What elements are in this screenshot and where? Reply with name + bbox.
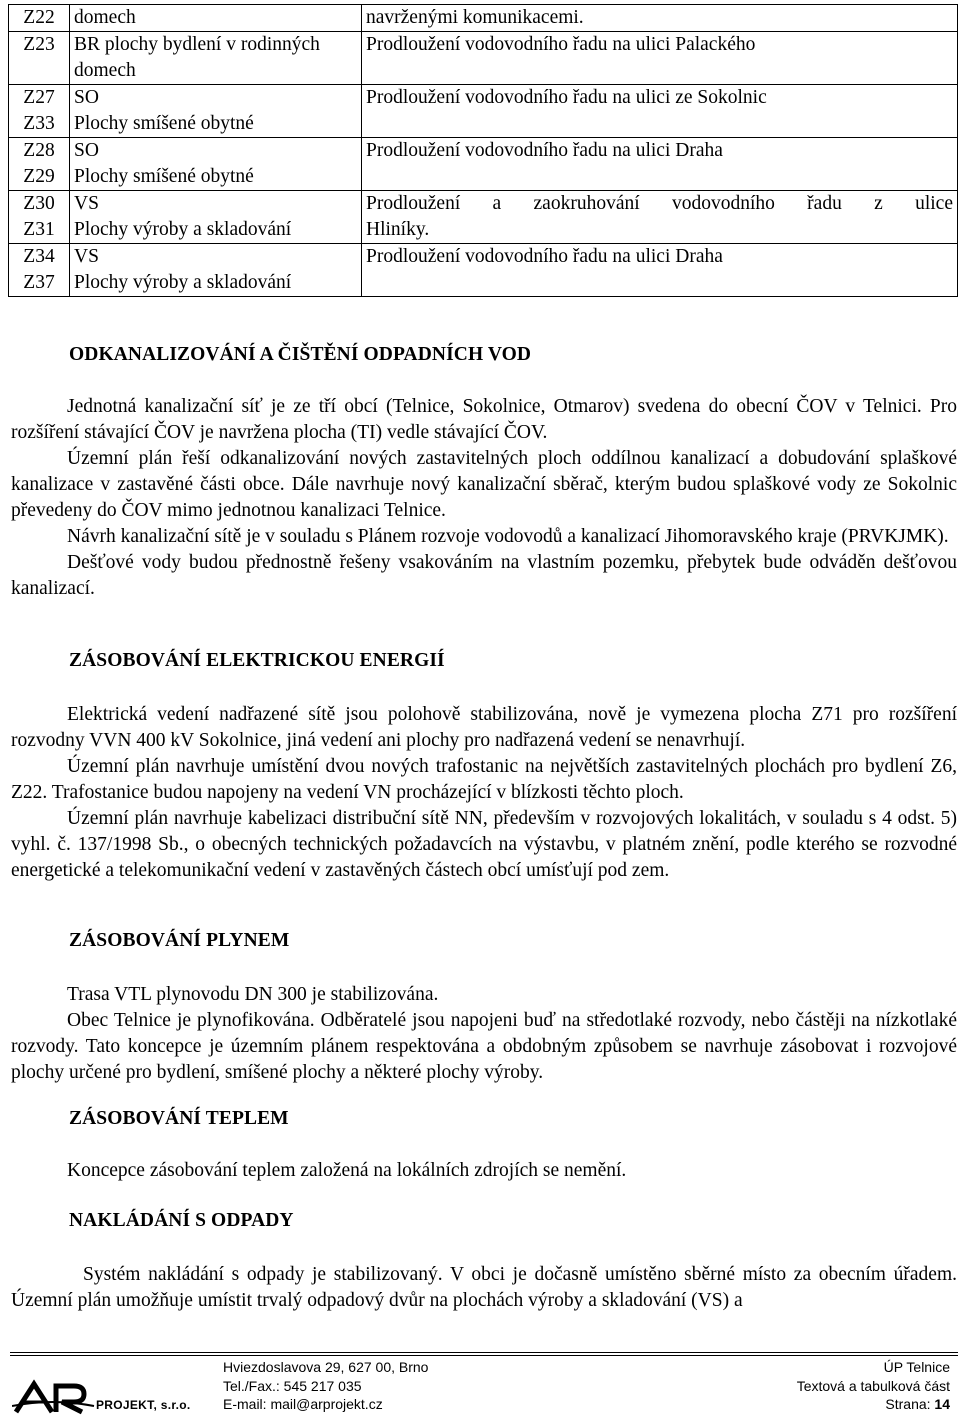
section-plyn xyxy=(11,982,957,1086)
table-row xyxy=(9,5,958,32)
area-code: Z29 xyxy=(23,166,55,187)
area-type: Plochy výroby a skladování xyxy=(74,272,292,293)
paragraph: Návrh kanalizační sítě je v souladu s Plánem rozvoje vodovodů a kanalizací Jihomoravského kraje (PRVKJMK). xyxy=(67,526,949,547)
area-code: Z31 xyxy=(23,219,55,240)
footer-rule xyxy=(10,1352,958,1353)
area-type: BR plochy bydlení v rodinných xyxy=(74,34,320,55)
infrastructure-table xyxy=(8,4,958,297)
paragraph: Elektrická vedení nadřazené sítě jsou polohově stabilizována, nově je vymezena plocha Z71 pro rozšíření rozvodny VVN 400 kV Sokolnice, jiná vedení ani plochy pro nadřazená vedení se nenavrhují. xyxy=(11,704,957,751)
paragraph: Územní plán navrhuje kabelizaci distribuční sítě NN, především v rozvojových lokalitách, v souladu s 4 odst. 5) vyhl. č. 137/1998 Sb., o obecných technických požadavcích na výstavbu, v platném znění, podle kterého se rozvodné energetické a telekomunikační vedení v zastavěných částech obcí umísťují pod zem. xyxy=(11,808,957,881)
area-description: Prodloužení a zaokruhování vodovodního řadu z ulice xyxy=(366,193,953,214)
section-odpady xyxy=(11,1262,957,1314)
area-description: Hliníky. xyxy=(366,219,430,240)
company-logo xyxy=(12,1376,197,1416)
paragraph: Jednotná kanalizační síť je ze tří obcí (Telnice, Sokolnice, Otmarov) svedena do obecní ČOV v Telnici. Pro rozšíření stávající ČOV je navržena plocha (TI) vedle stávající ČOV. xyxy=(11,396,957,443)
paragraph: Dešťové vody budou přednostně řešeny vsakováním na vlastním pozemku, přebytek bude odváděn dešťovou kanalizací. xyxy=(11,552,957,599)
paragraph: Územní plán navrhuje umístění dvou nových trafostanic na největších zastavitelných plochách pro bydlení Z6, Z22. Trafostanice budou napojeny na vedení VN procházející v blízkosti těchto ploch. xyxy=(11,756,957,803)
section-kanalizace xyxy=(11,394,957,602)
footer-contact xyxy=(223,1358,428,1414)
area-code: Z28 xyxy=(23,140,55,161)
table-row xyxy=(9,191,958,244)
area-type: SO xyxy=(74,87,99,108)
footer-page xyxy=(797,1395,950,1414)
table-row xyxy=(9,32,958,85)
page-number: 14 xyxy=(934,1396,950,1412)
footer-document-info xyxy=(797,1358,950,1414)
section-heading-plyn: ZÁSOBOVÁNÍ PLYNEM xyxy=(69,930,290,951)
area-type: SO xyxy=(74,140,99,161)
footer-address: Hviezdoslavova 29, 627 00, Brno xyxy=(223,1359,429,1375)
footer-email: E-mail: mail@arprojekt.cz xyxy=(223,1396,383,1412)
paragraph: Územní plán řeší odkanalizování nových zastavitelných ploch oddílnou kanalizací a dobudování splaškové kanalizace v zastavěné části obce. Dále navrhuje nový kanalizační sběrač, kterým budou splaškové vody ze Sokolnic převedeny do ČOV mimo jednotnou kanalizaci Telnice. xyxy=(11,448,957,521)
section-elektro xyxy=(11,702,957,884)
paragraph: Koncepce zásobování teplem založená na lokálních zdrojích se nemění. xyxy=(67,1160,627,1181)
footer-doc-part: Textová a tabulková část xyxy=(796,1377,950,1394)
area-code: Z37 xyxy=(23,272,55,293)
paragraph: Systém nakládání s odpady je stabilizovaný. V obci je dočasně umístěno sběrné místo za obecním úřadem. Územní plán umožňuje umístit trvalý odpadový dvůr na plochách výroby a skladování (VS) a xyxy=(11,1264,957,1311)
area-code: Z34 xyxy=(23,246,55,267)
area-description: Prodloužení vodovodního řadu na ulici Palackého xyxy=(366,34,756,55)
footer-phone: Tel./Fax.: 545 217 035 xyxy=(223,1377,362,1394)
area-code: Z30 xyxy=(23,193,55,214)
area-type: VS xyxy=(74,246,99,267)
area-description: Prodloužení vodovodního řadu na ulici ze Sokolnic xyxy=(366,87,767,108)
table-row xyxy=(9,138,958,191)
section-teplo xyxy=(11,1158,957,1184)
section-heading-odpady: NAKLÁDÁNÍ S ODPADY xyxy=(69,1210,294,1231)
paragraph: Obec Telnice je plynofikována. Odběratelé jsou napojeni buď na středotlaké rozvody, nebo částěji na nízkotlaké rozvody. Tato koncepce je územním plánem respektována a obdobným způsobem se navrhuje zásobovat i rozvojové plochy určené pro bydlení, smíšené plochy a některé plochy výroby. xyxy=(11,1010,957,1083)
logo-text: PROJEKT, s.r.o. xyxy=(96,1398,191,1412)
footer-doc-name: ÚP Telnice xyxy=(883,1359,950,1375)
area-description: Prodloužení vodovodního řadu na ulici Draha xyxy=(366,140,723,161)
footer-rule xyxy=(10,1355,958,1356)
section-heading-teplo: ZÁSOBOVÁNÍ TEPLEM xyxy=(69,1108,289,1129)
table-row xyxy=(9,85,958,138)
area-type: Plochy smíšené obytné xyxy=(74,113,254,134)
table-row xyxy=(9,244,958,297)
area-type: domech xyxy=(74,60,136,81)
area-type: Plochy smíšené obytné xyxy=(74,166,254,187)
section-heading-kanalizace: ODKANALIZOVÁNÍ A ČIŠTĚNÍ ODPADNÍCH VOD xyxy=(69,344,532,365)
area-type: domech xyxy=(74,7,136,28)
page-label: Strana: xyxy=(885,1396,931,1412)
area-type: Plochy výroby a skladování xyxy=(74,219,292,240)
area-code: Z23 xyxy=(23,34,55,55)
paragraph: Trasa VTL plynovodu DN 300 je stabilizována. xyxy=(67,984,439,1005)
area-description: Prodloužení vodovodního řadu na ulici Draha xyxy=(366,246,723,267)
area-code: Z27 xyxy=(23,87,55,108)
section-heading-elektro: ZÁSOBOVÁNÍ ELEKTRICKOU ENERGIÍ xyxy=(69,650,445,671)
area-description: navrženými komunikacemi. xyxy=(366,7,584,28)
area-code: Z22 xyxy=(23,7,55,28)
area-type: VS xyxy=(74,193,99,214)
area-code: Z33 xyxy=(23,113,55,134)
